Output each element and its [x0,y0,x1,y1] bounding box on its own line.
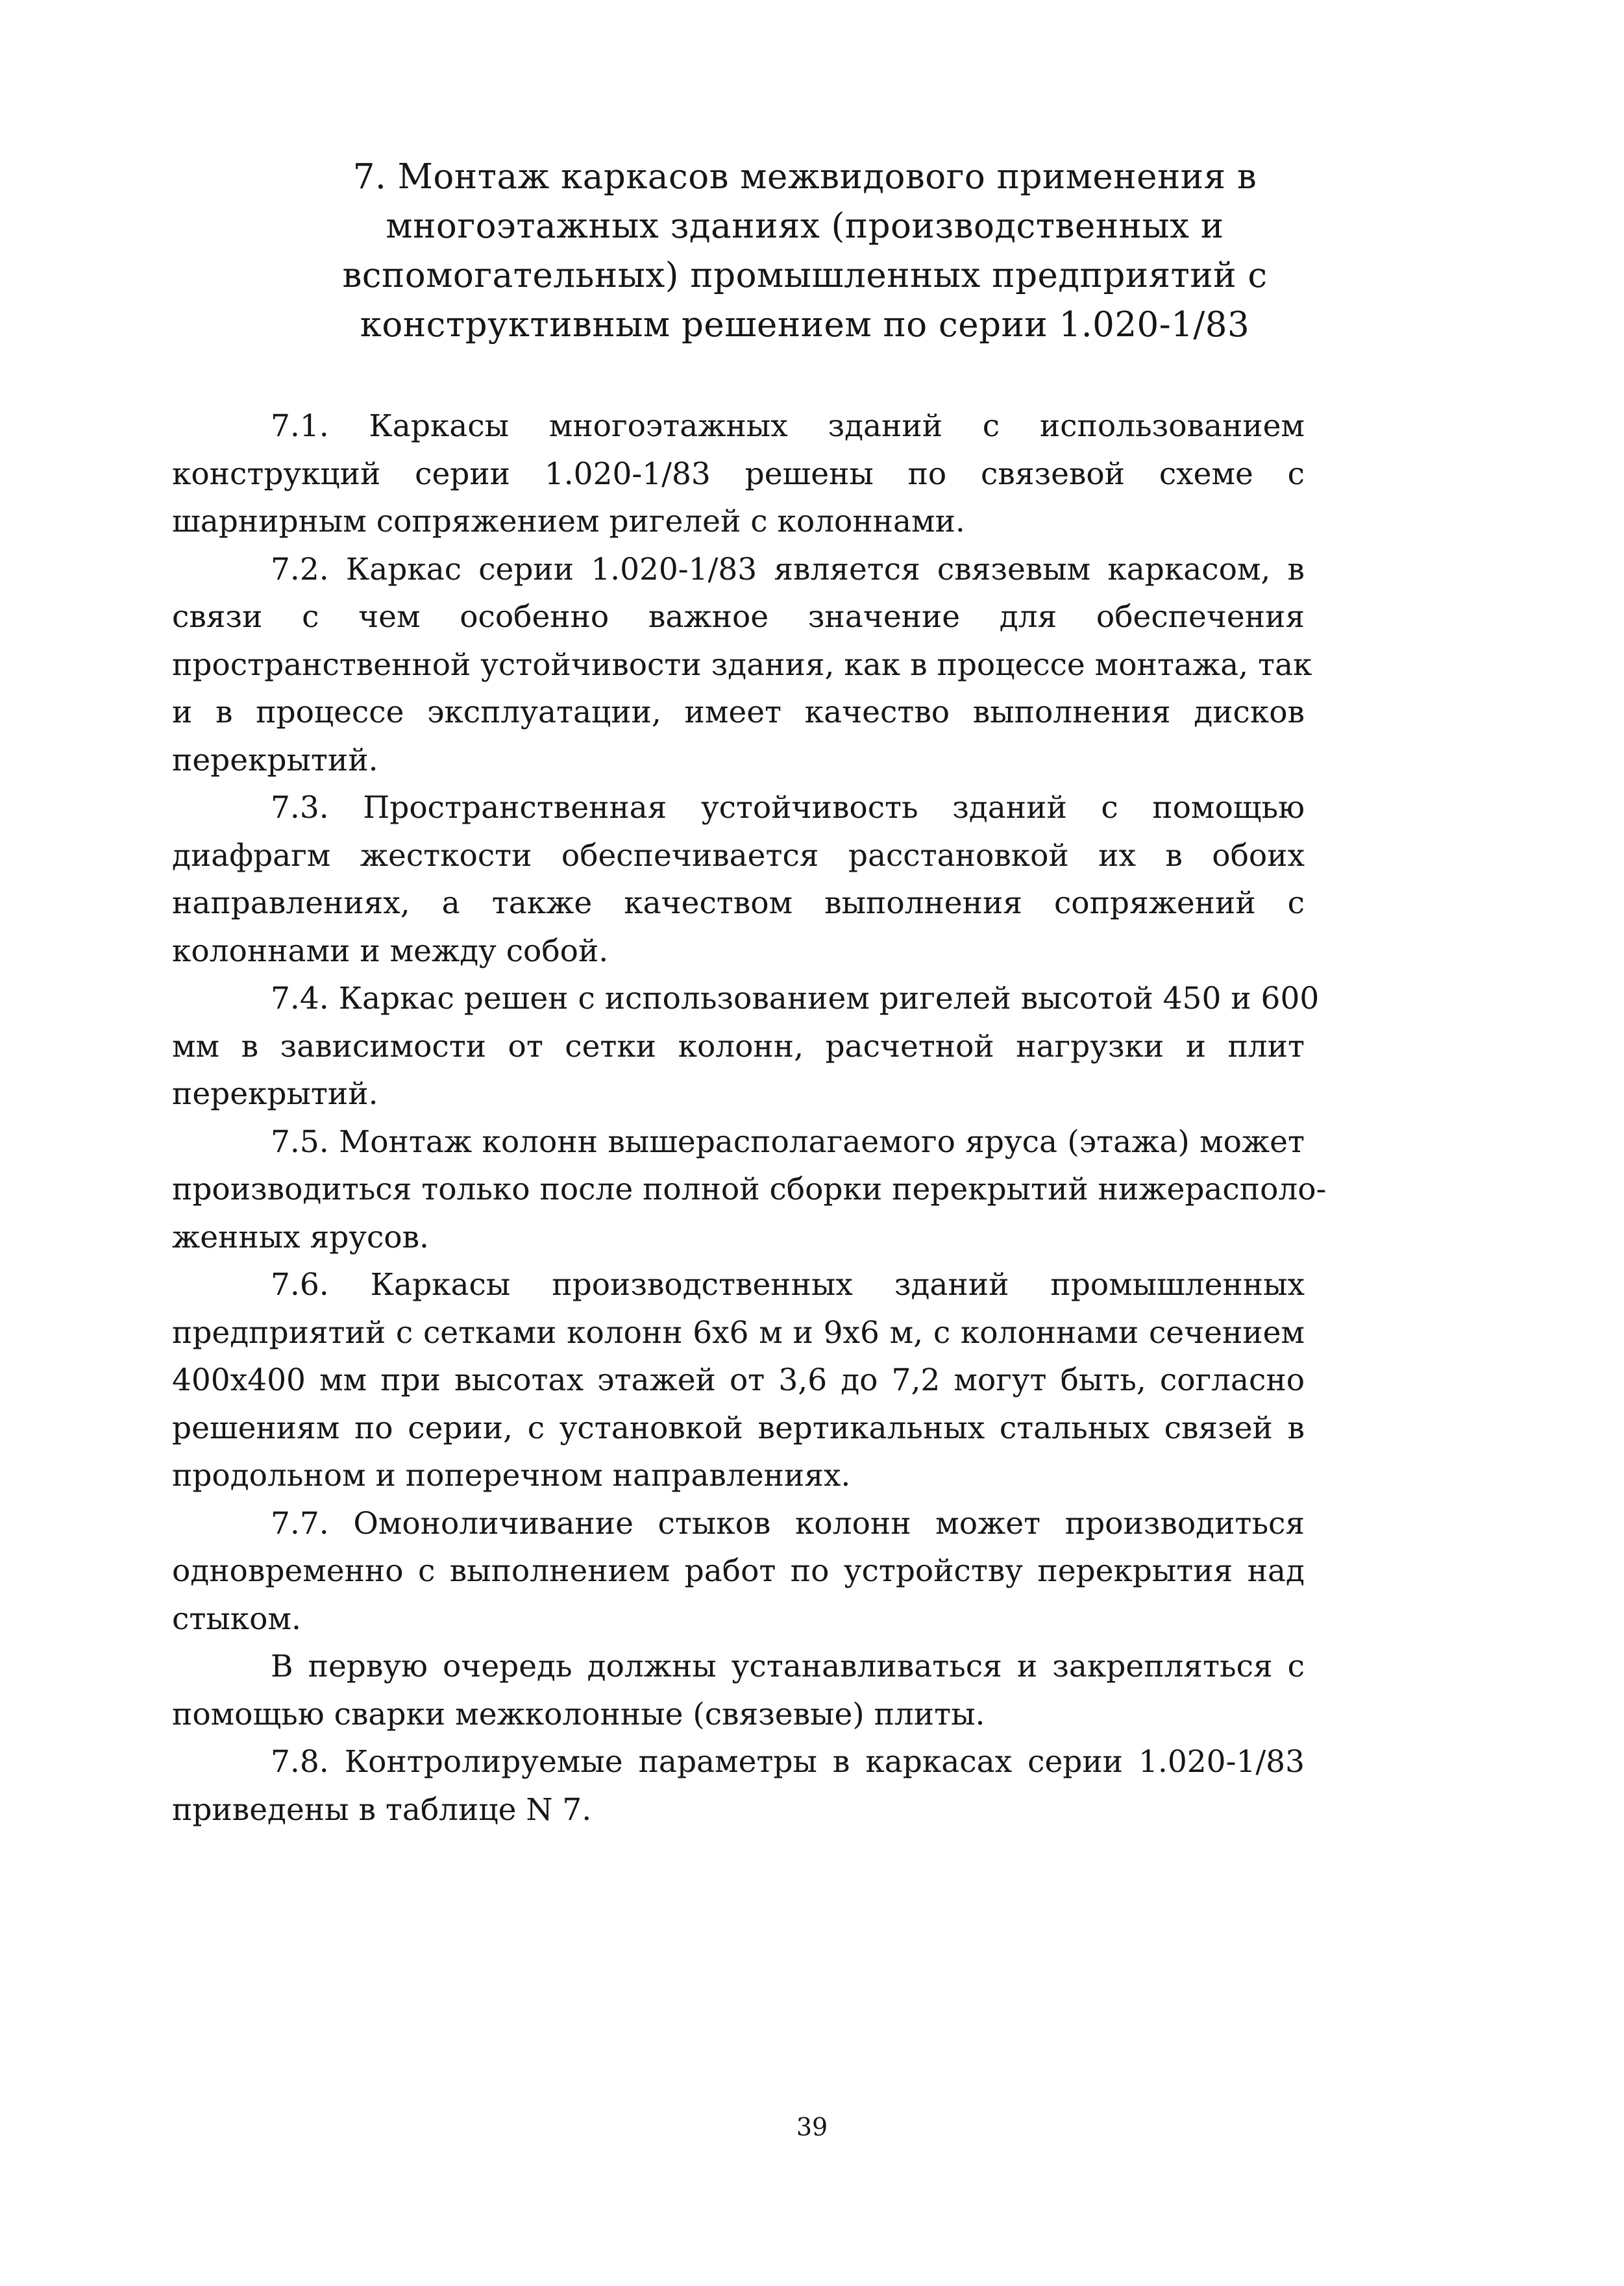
text-line: диафрагм жесткости обеспечивается расстановкой их в обоих [172,837,1305,874]
paragraph-7-7 [172,1500,1305,1643]
paragraph-7-2 [172,546,1312,785]
text-line: и в процессе эксплуатации, имеет качество выполнения дисков [172,694,1305,730]
document-body [172,402,1327,1834]
text-line: стыком. [172,1601,301,1637]
text-line: направлениях, а также качеством выполнения сопряжений с [172,885,1305,921]
text-line: мм в зависимости от сетки колонн, расчетной нагрузки и плит [172,1028,1305,1064]
paragraph-7-8 [172,1738,1305,1834]
text-line: колоннами и между собой. [172,933,609,969]
paragraph-7-3 [172,784,1305,975]
paragraph-7-6 [172,1261,1305,1500]
heading-line: многоэтажных зданиях (производственных и [386,206,1224,246]
text-line: 7.1. Каркасы многоэтажных зданий с использованием [271,408,1305,444]
text-line: 400х400 мм при высотах этажей от 3,6 до 7,2 могут быть, согласно [172,1362,1305,1398]
text-line: 7.7. Омоноличивание стыков колонн может производиться [271,1505,1305,1542]
text-line: одновременно с выполнением работ по устройству перекрытия над [172,1553,1305,1589]
text-line: перекрытий. [172,742,378,778]
text-line: 7.8. Контролируемые параметры в каркасах серии 1.020-1/83 [271,1744,1305,1780]
text-line: перекрытий. [172,1076,378,1112]
section-heading [253,153,1357,350]
text-line: помощью сварки межколонные (связевые) плиты. [172,1696,985,1732]
text-line: связи с чем особенно важное значение для обеспечения [172,599,1305,635]
heading-line: 7. Монтаж каркасов межвидового применения в [352,157,1257,197]
text-line: 7.6. Каркасы производственных зданий промышленных [271,1267,1305,1303]
text-line: В первую очередь должны устанавливаться и закрепляться с [271,1649,1305,1684]
text-line: 7.5. Монтаж колонн вышерасполагаемого яруса (этажа) может [271,1124,1305,1160]
page-number: 39 [796,2113,828,2141]
paragraph-7-1 [172,402,1305,546]
text-line: 7.2. Каркас серии 1.020-1/83 является связевым каркасом, в [271,551,1305,587]
heading-line: вспомогательных) промышленных предприятий с [342,256,1268,295]
paragraph-7-5 [172,1118,1327,1262]
text-line: продольном и поперечном направлениях. [172,1458,851,1493]
text-line: 7.3. Пространственная устойчивость зданий с помощью [271,790,1305,826]
text-line: 7.4. Каркас решен с использованием ригелей высотой 450 и 600 [271,981,1320,1016]
text-line: женных ярусов. [172,1219,429,1255]
text-line: пространственной устойчивости здания, как в процессе монтажа, так [172,646,1312,683]
text-line: предприятий с сетками колонн 6х6 м и 9х6 м, с колоннами сечением [172,1314,1305,1351]
text-line: приведены в таблице N 7. [172,1791,592,1828]
paragraph-7-4 [172,975,1320,1118]
text-line: производиться только после полной сборки перекрытий нижерасполо- [172,1172,1327,1207]
heading-line: конструктивным решением по серии 1.020-1/83 [360,305,1250,345]
text-line: решениям по серии, с установкой вертикальных стальных связей в [172,1410,1305,1446]
paragraph-welding-order [172,1643,1305,1738]
text-line: конструкций серии 1.020-1/83 решены по связевой схеме с [172,456,1305,492]
text-line: шарнирным сопряжением ригелей с колоннами. [172,504,965,539]
